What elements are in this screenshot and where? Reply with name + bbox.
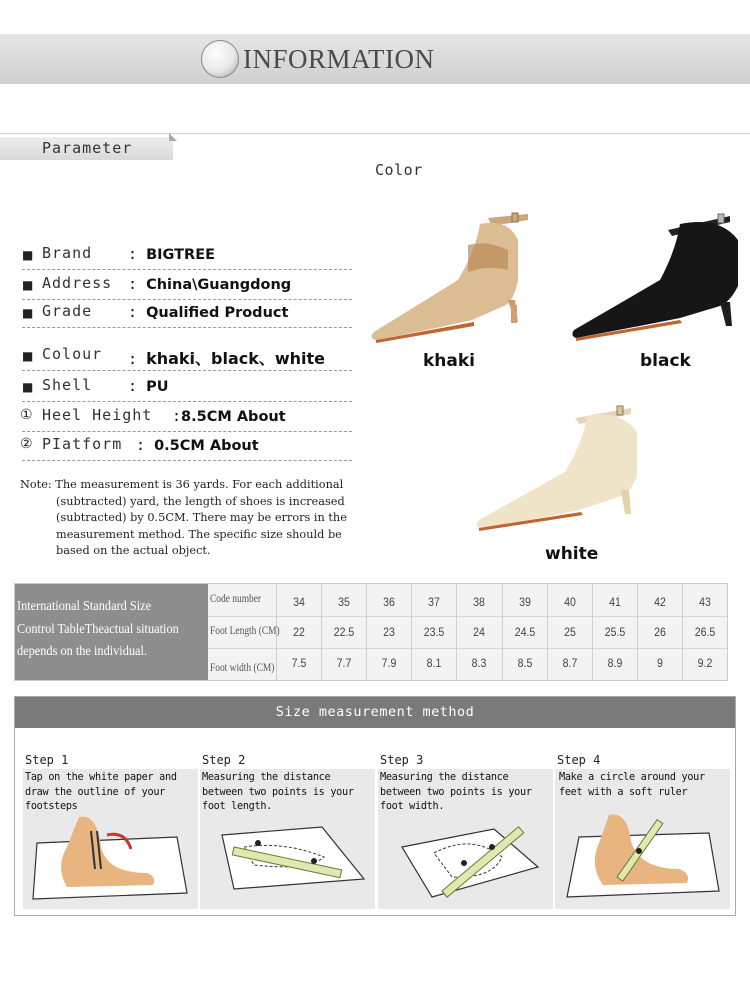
color-label-black: black <box>640 351 691 371</box>
size-cell: 25 <box>563 625 576 639</box>
foot-length-ruler-icon <box>204 807 370 903</box>
size-cell: 43 <box>699 595 711 609</box>
size-cell: 8.7 <box>562 656 577 670</box>
param-row-brand: ■ Brand : BIGTREE <box>22 244 352 270</box>
grid-line <box>321 584 322 680</box>
color-heading: Color <box>375 161 423 179</box>
measurement-panel <box>14 696 736 916</box>
color-label-white: white <box>545 544 599 564</box>
grid-line <box>682 584 683 680</box>
size-cell: 9 <box>656 656 663 670</box>
size-cell: 8.1 <box>426 656 442 670</box>
size-cell: 7.5 <box>291 656 307 670</box>
grid-line <box>637 584 638 680</box>
grid-line <box>592 584 593 680</box>
param-row-address: ■ Address : China\Guangdong <box>22 274 352 300</box>
khaki-shoe-image <box>368 210 528 345</box>
step-3-label: Step 3 <box>380 753 424 767</box>
size-table <box>14 583 728 681</box>
size-cell: 36 <box>383 595 396 609</box>
foot-outline-icon <box>27 807 193 903</box>
size-cell: 35 <box>338 595 350 609</box>
grid-line <box>502 584 503 680</box>
step-4-label: Step 4 <box>557 753 601 767</box>
size-cell: 23 <box>383 625 396 639</box>
size-cell: 39 <box>518 595 531 609</box>
step-4-box: Make a circle around your feet with a soft ruler <box>555 769 730 909</box>
size-cell: 8.5 <box>517 656 532 670</box>
size-table-title: International Standard Size Control TableTheactual situation depends on the individual. <box>15 584 208 680</box>
size-cell: 40 <box>563 595 576 609</box>
size-cell: 37 <box>428 595 441 609</box>
size-grid <box>208 584 727 680</box>
size-cell: 23.5 <box>424 625 445 639</box>
divider <box>0 133 750 134</box>
grid-line <box>366 584 367 680</box>
grid-line <box>547 584 548 680</box>
black-shoe-image <box>570 210 750 345</box>
size-cell: 34 <box>293 595 305 609</box>
size-cell: 26.5 <box>694 625 716 639</box>
param-row-shell: ■ Shell : PU <box>22 376 352 402</box>
size-cell: 41 <box>608 595 621 609</box>
size-cell: 24.5 <box>514 625 535 639</box>
row-label-foot-length: Foot Length (CM) <box>210 625 280 637</box>
size-cell: 24 <box>473 625 486 639</box>
foot-circle-ruler-icon <box>559 807 725 903</box>
step-2-label: Step 2 <box>202 753 246 767</box>
size-cell: 22 <box>293 625 305 639</box>
step-2-box: Measuring the distance between two points is your foot length. <box>200 769 375 909</box>
param-row-grade: ■ Grade : Qualified Product <box>22 302 352 328</box>
param-row-colour: ■ Colour : khaki、black、white <box>22 345 352 371</box>
white-shoe-image <box>475 402 645 532</box>
size-cell: 26 <box>653 625 666 639</box>
param-row-heel-height: ① Heel Height :8.5CM About <box>22 406 352 432</box>
measurement-note: Note: The measurement is 36 yards. For each additional (subtracted) yard, the length of shoes is increased (subtracted) by 0.5CM. There may be errors in the measurement method. The specific size should be based on the actual object. <box>20 478 347 557</box>
banner-title: INFORMATION <box>243 44 435 74</box>
step-1-box: Tap on the white paper and draw the outline of your footsteps <box>23 769 198 909</box>
size-cell: 8.9 <box>607 656 623 670</box>
parameter-tab: Parameter <box>0 137 173 160</box>
row-label-foot-width: Foot width (CM) <box>210 662 275 674</box>
color-label-khaki: khaki <box>423 351 476 371</box>
size-cell: 42 <box>653 595 666 609</box>
size-cell: 8.3 <box>472 656 487 670</box>
size-cell: 7.7 <box>336 656 352 670</box>
grid-line <box>411 584 412 680</box>
row-label-code: Code number <box>210 593 262 605</box>
banner-circle-icon <box>201 40 239 78</box>
size-cell: 7.9 <box>381 656 397 670</box>
param-row-platform: ② PIatform : 0.5CM About <box>22 435 352 461</box>
measurement-header: Size measurement method <box>15 697 735 728</box>
size-cell: 38 <box>473 595 486 609</box>
size-cell: 9.2 <box>697 656 713 670</box>
size-cell: 25.5 <box>604 625 625 639</box>
step-1-label: Step 1 <box>25 753 69 767</box>
step-3-box: Measuring the distance between two points is your foot width. <box>378 769 553 909</box>
grid-line <box>456 584 457 680</box>
foot-width-ruler-icon <box>382 807 548 903</box>
size-cell: 22.5 <box>333 625 355 639</box>
